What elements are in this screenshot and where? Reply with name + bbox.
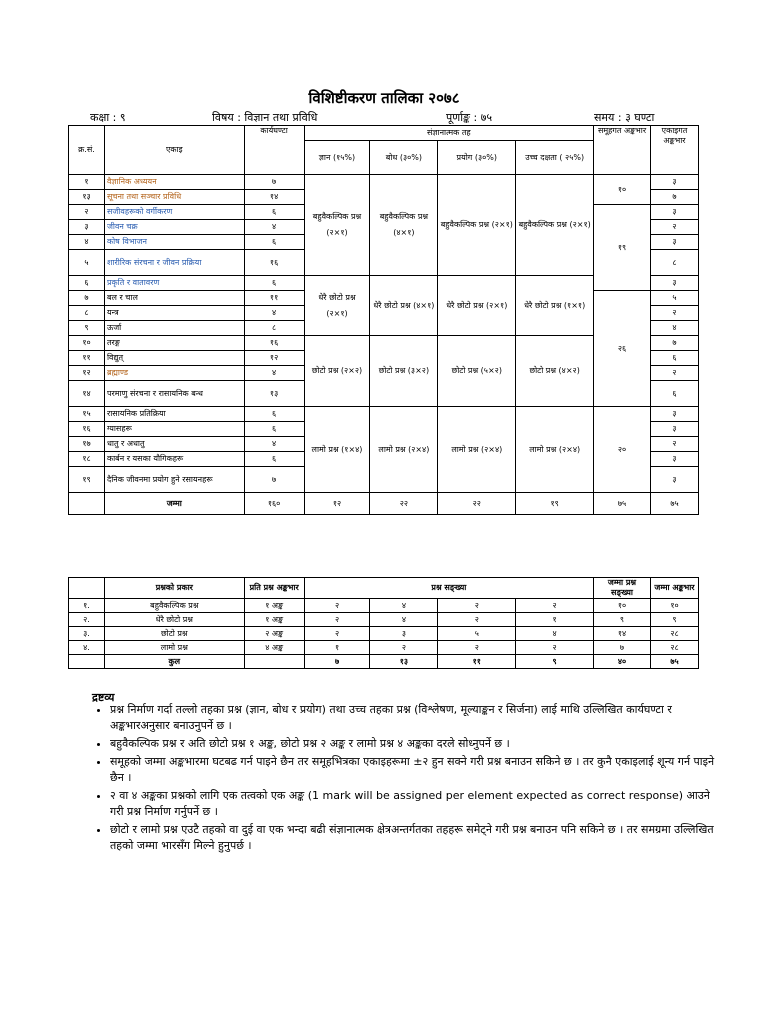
qt-cell-c4: २ (516, 641, 594, 655)
row-unit: रासायनिक प्रतिक्रिया (104, 407, 244, 422)
row-group-marks: १९ (594, 205, 651, 291)
row-sn: ७ (69, 291, 105, 306)
row-unit-marks: ८ (651, 250, 699, 276)
subject-label: विषय : विज्ञान तथा प्रविधि (212, 111, 318, 124)
row-sn: १५ (69, 407, 105, 422)
row-unit: शारीरिक संरचना र जीवन प्रक्रिया (104, 250, 244, 276)
cognitive-cell: बहुवैकल्पिक प्रश्न (२×१) (304, 175, 370, 276)
row-hours: ४ (244, 437, 304, 452)
row-unit-marks: ३ (651, 467, 699, 493)
cognitive-cell: छोटो प्रश्न (५×२) (438, 336, 516, 407)
qt-total-tm: ७५ (650, 655, 698, 669)
qt-cell-tc: ७ (594, 641, 651, 655)
qt-header-blank (69, 578, 105, 599)
question-type-table (68, 577, 699, 669)
row-hours: ११ (244, 291, 304, 306)
qt-cell-tc: ९ (594, 613, 651, 627)
qt-cell-type: छोटो प्रश्न (104, 627, 244, 641)
row-unit: सूचना तथा सञ्चार प्रविधि (104, 190, 244, 205)
qt-header-total-marks: जम्मा अङ्कभार (650, 578, 698, 599)
qt-header-total-count: जम्मा प्रश्न सङ्ख्या (594, 578, 651, 599)
row-unit: सजीवहरूको वर्गीकरण (104, 205, 244, 220)
row-unit: कोष विभाजन (104, 235, 244, 250)
page-title: विशिष्टीकरण तालिका २०७८ (308, 89, 460, 107)
cognitive-cell: लामो प्रश्न (२×४) (516, 407, 594, 493)
qt-cell-tm: २८ (650, 641, 698, 655)
cognitive-cell: छोटो प्रश्न (३×२) (370, 336, 438, 407)
header-application: प्रयोग (३०%) (438, 141, 516, 175)
row-unit-marks: ६ (651, 381, 699, 407)
note-item: • प्रश्न निर्माण गर्दा तल्लो तहका प्रश्न (ज्ञान, बोध र प्रयोग) तथा उच्च तहका प्रश्न (विश्लेषण, मूल्याङ्कन र सिर्जना) लाई माथि उल्लिखित कार्यघण्टा र अङ्कभारअनुसार बनाउनुपर्ने छ । (110, 702, 720, 734)
total-higher: १९ (516, 493, 594, 515)
row-sn: १२ (69, 366, 105, 381)
row-hours: ६ (244, 407, 304, 422)
header-unit: एकाइ (104, 126, 244, 175)
row-sn: १९ (69, 467, 105, 493)
header-unit-marks: एकाइगत अङ्कभार (651, 126, 699, 175)
row-unit: विद्युत् (104, 351, 244, 366)
row-sn: ९ (69, 321, 105, 336)
total-hours: १६० (244, 493, 304, 515)
row-sn: १४ (69, 381, 105, 407)
qt-total-c1: ७ (304, 655, 370, 669)
row-unit: तरङ्ग (104, 336, 244, 351)
qt-cell-sn: ४. (69, 641, 105, 655)
row-unit: वैज्ञानिक अध्ययन (104, 175, 244, 190)
total-row-blank (69, 493, 105, 515)
row-sn: १ (69, 175, 105, 190)
row-unit: धातु र अधातु (104, 437, 244, 452)
cognitive-cell: धेरै छोटो प्रश्न (२×१) (438, 276, 516, 336)
total-unit: ७५ (651, 493, 699, 515)
row-unit-marks: २ (651, 366, 699, 381)
row-unit-marks: ३ (651, 422, 699, 437)
row-unit-marks: ७ (651, 336, 699, 351)
qt-cell-c4: ४ (516, 627, 594, 641)
cognitive-cell: धेरै छोटो प्रश्न (१×१) (516, 276, 594, 336)
qt-cell-per: १ अङ्क (244, 599, 304, 613)
cognitive-cell: लामो प्रश्न (२×४) (438, 407, 516, 493)
note-item: • २ वा ४ अङ्कका प्रश्नको लागि एक तत्वको एक अङ्क (1 mark will be assigned per element expected as correct response) आउने गरी प्रश्न निर्माण गर्नुपर्ने छ । (110, 788, 720, 820)
full-marks-label: पूर्णाङ्क : ७५ (446, 111, 493, 124)
class-label: कक्षा : ९ (90, 111, 126, 124)
row-unit: यन्त्र (104, 306, 244, 321)
header-hours: कार्यघण्टा (244, 126, 304, 175)
table-row (69, 627, 699, 641)
row-unit: ऊर्जा (104, 321, 244, 336)
header-sn: क्र.सं. (69, 126, 105, 175)
row-sn: ११ (69, 351, 105, 366)
table-row (69, 407, 699, 422)
row-unit-marks: ७ (651, 190, 699, 205)
row-sn: १६ (69, 422, 105, 437)
row-hours: ६ (244, 235, 304, 250)
qt-cell-c1: २ (304, 599, 370, 613)
total-application: २२ (438, 493, 516, 515)
cognitive-cell: धेरै छोटो प्रश्न (४×१) (370, 276, 438, 336)
row-sn: ४ (69, 235, 105, 250)
qt-cell-c3: २ (438, 613, 516, 627)
notes-list (96, 702, 720, 856)
qt-cell-sn: १. (69, 599, 105, 613)
qt-cell-c4: २ (516, 599, 594, 613)
qt-cell-type: धेरै छोटो प्रश्न (104, 613, 244, 627)
qt-cell-c3: २ (438, 599, 516, 613)
row-unit-marks: ६ (651, 351, 699, 366)
row-unit-marks: २ (651, 306, 699, 321)
row-unit-marks: ३ (651, 205, 699, 220)
total-knowledge: १२ (304, 493, 370, 515)
header-understanding: बोध (३०%) (370, 141, 438, 175)
row-unit: बल र चाल (104, 291, 244, 306)
row-unit: प्रकृति र वातावरण (104, 276, 244, 291)
row-group-marks: १० (594, 175, 651, 205)
row-group-marks: २० (594, 407, 651, 493)
header-knowledge: ज्ञान (१५%) (304, 141, 370, 175)
qt-cell-c3: ५ (438, 627, 516, 641)
notes-heading: द्रष्टव्य (92, 691, 115, 704)
row-sn: ६ (69, 276, 105, 291)
cognitive-cell: धेरै छोटो प्रश्न (२×१) (304, 276, 370, 336)
row-unit-marks: ३ (651, 276, 699, 291)
row-unit-marks: २ (651, 437, 699, 452)
row-sn: ५ (69, 250, 105, 276)
row-unit-marks: ३ (651, 175, 699, 190)
row-unit-marks: ३ (651, 452, 699, 467)
qt-cell-c2: ३ (370, 627, 438, 641)
qt-total-c3: ११ (438, 655, 516, 669)
qt-cell-c1: २ (304, 613, 370, 627)
qt-cell-sn: ३. (69, 627, 105, 641)
qt-cell-sn: २. (69, 613, 105, 627)
qt-cell-c1: २ (304, 627, 370, 641)
row-hours: ४ (244, 220, 304, 235)
row-hours: ६ (244, 422, 304, 437)
cognitive-cell: बहुवैकल्पिक प्रश्न (४×१) (370, 175, 438, 276)
row-hours: ७ (244, 467, 304, 493)
cognitive-cell: लामो प्रश्न (१×४) (304, 407, 370, 493)
row-sn: ३ (69, 220, 105, 235)
qt-cell-c1: १ (304, 641, 370, 655)
row-hours: ६ (244, 452, 304, 467)
qt-total-per-blank (244, 655, 304, 669)
row-hours: १६ (244, 250, 304, 276)
qt-cell-tc: १० (594, 599, 651, 613)
qt-cell-c2: २ (370, 641, 438, 655)
header-cognitive: संज्ञानात्मक तह (304, 126, 594, 141)
row-sn: १३ (69, 190, 105, 205)
qt-cell-tm: २८ (650, 627, 698, 641)
cognitive-cell: लामो प्रश्न (२×४) (370, 407, 438, 493)
row-unit: जीवन चक्र (104, 220, 244, 235)
qt-cell-type: लामो प्रश्न (104, 641, 244, 655)
specification-table (68, 125, 699, 515)
row-unit: कार्बन र यसका यौगिकहरू (104, 452, 244, 467)
row-hours: ८ (244, 321, 304, 336)
cognitive-cell: छोटो प्रश्न (४×२) (516, 336, 594, 407)
row-unit-marks: ४ (651, 321, 699, 336)
table-row (69, 613, 699, 627)
qt-total-blank (69, 655, 105, 669)
row-hours: ४ (244, 366, 304, 381)
note-item: • बहुवैकल्पिक प्रश्न र अति छोटो प्रश्न १ अङ्क, छोटो प्रश्न २ अङ्क र लामो प्रश्न ४ अङ्कका दरले सोध्नुपर्ने छ । (110, 736, 720, 752)
qt-cell-c4: १ (516, 613, 594, 627)
row-unit: ग्यासहरू (104, 422, 244, 437)
qt-cell-c3: २ (438, 641, 516, 655)
row-hours: ६ (244, 205, 304, 220)
row-sn: २ (69, 205, 105, 220)
row-sn: ८ (69, 306, 105, 321)
row-group-marks: २६ (594, 291, 651, 407)
row-hours: १४ (244, 190, 304, 205)
qt-total-tc: ४० (594, 655, 651, 669)
qt-cell-tm: ९ (650, 613, 698, 627)
row-hours: १६ (244, 336, 304, 351)
total-group: ७५ (594, 493, 651, 515)
row-unit: ब्रह्माण्ड (104, 366, 244, 381)
note-item: • छोटो र लामो प्रश्न एउटै तहको वा दुई वा एक भन्दा बढी संज्ञानात्मक क्षेत्रअन्तर्गतका तहहरू समेट्ने गरी प्रश्न बनाउन पनि सकिने छ । तर समग्रमा उल्लिखित तहको जम्मा भारसँग मिल्ने हुनुपर्छ । (110, 822, 720, 854)
header-group-marks: समूहगत अङ्कभार (594, 126, 651, 175)
qt-total-c4: ९ (516, 655, 594, 669)
qt-header-type: प्रश्नको प्रकार (104, 578, 244, 599)
cognitive-cell: बहुवैकल्पिक प्रश्न (२×१) (438, 175, 516, 276)
row-unit: परमाणु संरचना र रासायनिक बन्ध (104, 381, 244, 407)
row-unit: दैनिक जीवनमा प्रयोग हुने रसायनहरू (104, 467, 244, 493)
row-unit-marks: ३ (651, 235, 699, 250)
time-label: समय : ३ घण्टा (594, 111, 655, 124)
row-hours: १३ (244, 381, 304, 407)
qt-total-c2: १३ (370, 655, 438, 669)
row-hours: ७ (244, 175, 304, 190)
total-understanding: २२ (370, 493, 438, 515)
qt-cell-c2: ४ (370, 599, 438, 613)
row-unit-marks: ५ (651, 291, 699, 306)
qt-cell-tm: १० (650, 599, 698, 613)
table-row (69, 175, 699, 190)
row-sn: १७ (69, 437, 105, 452)
qt-cell-per: १ अङ्क (244, 613, 304, 627)
row-unit-marks: ३ (651, 407, 699, 422)
cognitive-cell: छोटो प्रश्न (२×२) (304, 336, 370, 407)
qt-cell-type: बहुवैकल्पिक प्रश्न (104, 599, 244, 613)
cognitive-cell: बहुवैकल्पिक प्रश्न (२×१) (516, 175, 594, 276)
table-row (69, 599, 699, 613)
qt-header-count: प्रश्न सङ्ख्या (304, 578, 593, 599)
row-hours: १२ (244, 351, 304, 366)
qt-cell-tc: १४ (594, 627, 651, 641)
row-unit-marks: २ (651, 220, 699, 235)
row-hours: ६ (244, 276, 304, 291)
table-row (69, 641, 699, 655)
qt-total-label: कुल (104, 655, 244, 669)
row-sn: १० (69, 336, 105, 351)
total-label: जम्मा (104, 493, 244, 515)
note-item: • समूहको जम्मा अङ्कभारमा घटबढ गर्न पाइने छैन तर समूहभित्रका एकाइहरूमा ±२ हुन सक्ने गरी प्रश्न बनाउन सकिने छ । तर कुनै एकाइलाई शून्य गर्न पाइने छैन । (110, 754, 720, 786)
row-hours: ४ (244, 306, 304, 321)
qt-header-per: प्रति प्रश्न अङ्कभार (244, 578, 304, 599)
header-higher: उच्च दक्षता ( २५%) (516, 141, 594, 175)
qt-cell-per: २ अङ्क (244, 627, 304, 641)
qt-cell-per: ४ अङ्क (244, 641, 304, 655)
row-sn: १८ (69, 452, 105, 467)
qt-cell-c2: ४ (370, 613, 438, 627)
